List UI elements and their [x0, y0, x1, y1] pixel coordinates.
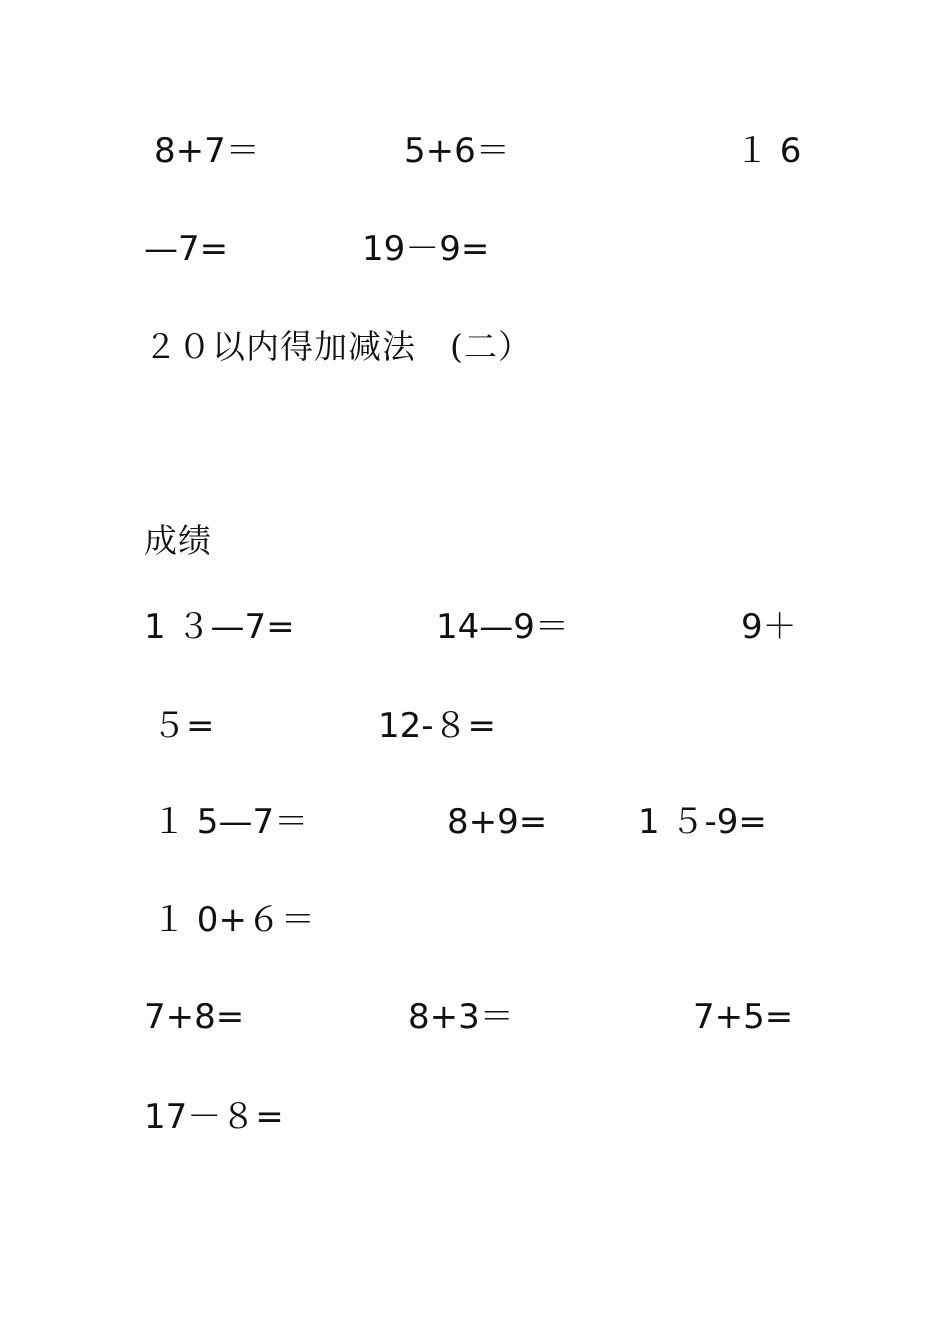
problem-12-minus-8: 12-８= — [378, 706, 497, 746]
problem-15-minus-7: １ 5—7＝ — [152, 802, 309, 842]
problem-13-minus-7: 1 ３—7= — [144, 607, 295, 647]
problem-8-plus-3: 8+3＝ — [408, 997, 514, 1037]
problem-7-plus-5: 7+5= — [693, 997, 794, 1037]
problem-10-plus-6: １ 0+６＝ — [152, 900, 315, 940]
problem-14-minus-9: 14—9＝ — [436, 607, 569, 647]
problem-16-minus-7-end: —7= — [144, 229, 229, 269]
problem-8-plus-9: 8+9= — [447, 802, 548, 842]
problem-7-plus-8: 7+8= — [144, 997, 245, 1037]
problem-5-plus-6: 5+6＝ — [404, 131, 510, 171]
score-label: 成绩 — [144, 521, 212, 560]
problem-19-minus-9: 19－9= — [362, 229, 490, 269]
problem-8-plus-7: 8+7＝ — [154, 131, 260, 171]
problem-15-minus-9: 1 ５-9= — [638, 802, 767, 842]
problem-17-minus-8: 17－８= — [144, 1097, 284, 1137]
section-title: ２０以内得加减法 (二） — [144, 327, 532, 366]
problem-9-plus-5-end: ５= — [152, 706, 215, 746]
problem-9-plus-5-start: 9＋ — [741, 607, 797, 647]
problem-16-minus-7-start: １ 6 — [735, 131, 802, 171]
